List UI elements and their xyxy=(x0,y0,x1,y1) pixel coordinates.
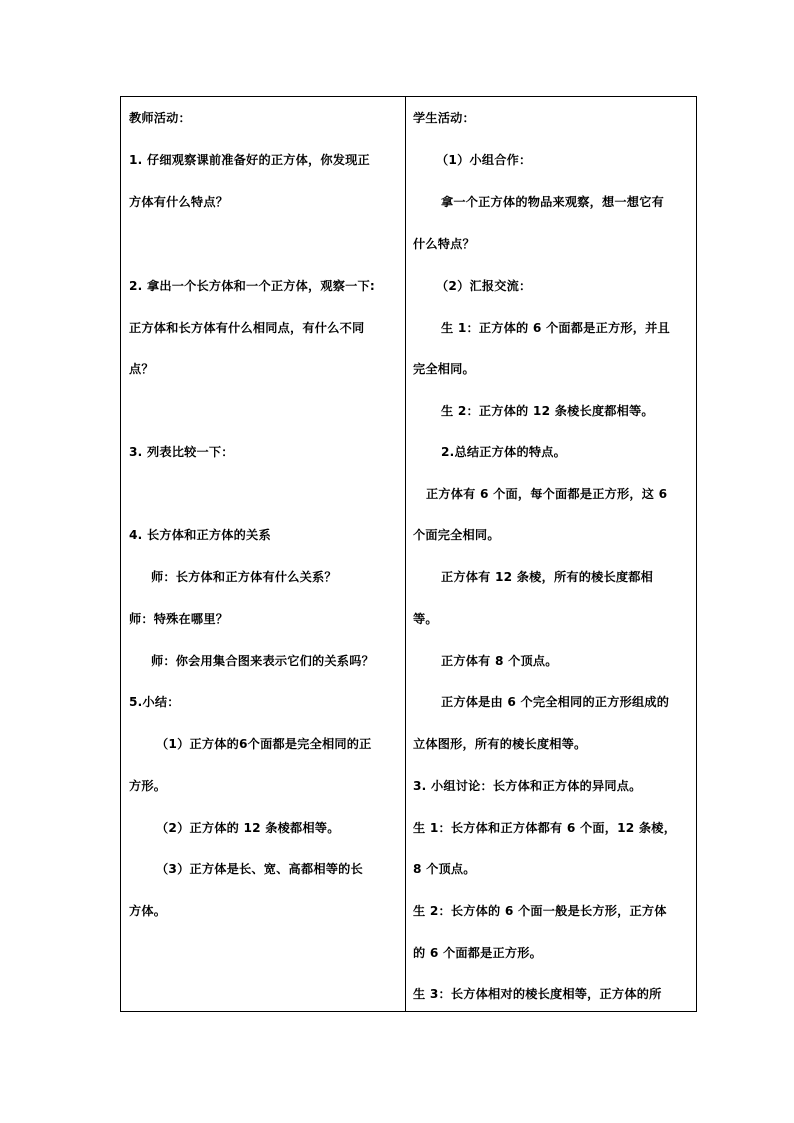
student-line: 立体图形，所有的棱长度相等。 xyxy=(413,737,587,751)
student-line: 正方体有 6 个面，每个面都是正方形，这 6 xyxy=(426,487,668,501)
teacher-line: 师：长方体和正方体有什么关系？ xyxy=(151,570,337,584)
teacher-line: 方体。 xyxy=(129,904,167,918)
student-line: 正方体有 12 条棱，所有的棱长度都相 xyxy=(441,570,654,584)
student-heading: 学生活动： xyxy=(413,111,475,125)
student-line: 拿一个正方体的物品来观察，想一想它有 xyxy=(441,195,664,209)
student-line: （2）汇报交流： xyxy=(436,279,532,293)
teacher-line: 点？ xyxy=(129,362,154,376)
student-line: 生 2：正方体的 12 条棱长度都相等。 xyxy=(441,404,654,418)
student-line: （1）小组合作： xyxy=(436,153,532,167)
student-line: 完全相同。 xyxy=(413,362,475,376)
student-line: 正方体是由 6 个完全相同的正方形组成的 xyxy=(441,695,670,709)
teacher-activity-column xyxy=(121,97,405,1011)
student-line: 正方体有 8 个顶点。 xyxy=(441,654,558,668)
teacher-line: 正方体和长方体有什么相同点，有什么不同 xyxy=(129,321,365,335)
lesson-activity-table xyxy=(120,96,697,1012)
teacher-line: 2. 拿出一个长方体和一个正方体，观察一下: xyxy=(129,279,376,293)
student-line: 的 6 个面都是正方形。 xyxy=(413,946,543,960)
student-line: 个面完全相同。 xyxy=(413,528,500,542)
student-line: 等。 xyxy=(413,612,438,626)
student-line: 生 1：正方体的 6 个面都是正方形，并且 xyxy=(441,321,670,335)
student-line: 生 2：长方体的 6 个面一般是长方形，正方体 xyxy=(413,904,667,918)
teacher-line: 3. 列表比较一下： xyxy=(129,445,234,459)
teacher-line: （2）正方体的 12 条棱都相等。 xyxy=(156,821,340,835)
teacher-line: 师：特殊在哪里？ xyxy=(129,612,229,626)
teacher-line: 方体有什么特点？ xyxy=(129,195,229,209)
student-line: 8 个顶点。 xyxy=(413,862,476,876)
teacher-line: 4. 长方体和正方体的关系 xyxy=(129,528,271,542)
student-line: 什么特点？ xyxy=(413,237,475,251)
student-line: 生 1：长方体和正方体都有 6 个面，12 条棱， xyxy=(413,821,677,835)
teacher-line: （1）正方体的6个面都是完全相同的正 xyxy=(156,737,372,751)
teacher-line: 1. 仔细观察课前准备好的正方体，你发现正 xyxy=(129,153,370,167)
student-line: 3. 小组讨论：长方体和正方体的异同点。 xyxy=(413,779,642,793)
teacher-line: 方形。 xyxy=(129,779,167,793)
teacher-line: （3）正方体是长、宽、高都相等的长 xyxy=(156,862,363,876)
student-line: 生 3：长方体相对的棱长度相等，正方体的所 xyxy=(413,987,662,1001)
student-activity-column xyxy=(406,97,697,1011)
teacher-line: 5.小结： xyxy=(129,695,180,709)
student-line: 2.总结正方体的特点。 xyxy=(441,445,566,459)
teacher-heading: 教师活动： xyxy=(129,111,191,125)
teacher-line: 师：你会用集合图来表示它们的关系吗？ xyxy=(151,654,374,668)
